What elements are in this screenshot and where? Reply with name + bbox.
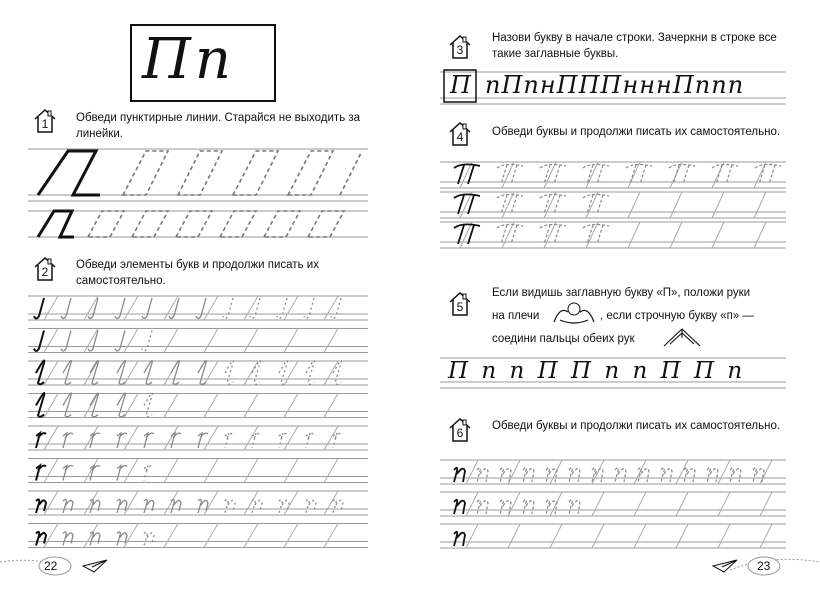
left-footer-curve: [0, 548, 130, 578]
task-5-instruction-line2a: на плечи: [492, 310, 540, 322]
title-box: [130, 24, 276, 102]
task-4-house-icon: [448, 121, 472, 147]
task-3-letter-sequence: пПпнПППнннПппп: [485, 71, 745, 99]
task-6-number: 6: [456, 426, 464, 440]
task-2-house-icon: [33, 256, 57, 282]
left-paper-plane-icon: [82, 558, 108, 574]
left-page-number: 22: [44, 559, 58, 573]
task-5-letter-sequence: П п п П П п п П П п: [448, 358, 743, 384]
task-4-writing-lines: [440, 158, 790, 258]
task-5-number: 5: [456, 300, 464, 314]
joined-fingers-icon: [660, 326, 704, 348]
task-3-first-letter: П: [450, 71, 471, 99]
task-1-number: 1: [41, 117, 49, 131]
right-page-number: 23: [757, 559, 771, 573]
task-5-instruction-line2b: , если строчную букву «п» —: [600, 310, 754, 322]
right-paper-plane-icon: [712, 558, 738, 574]
task-2-instruction: Обведи элементы букв и продолжи писать их самостоятельно.: [76, 259, 319, 287]
task-5-instruction-line1: Если видишь заглавную букву «П», положи руки: [492, 287, 751, 299]
task-6-house-icon: [448, 417, 472, 443]
task-4-instruction: Обведи буквы и продолжи писать их самостоятельно.: [492, 126, 781, 138]
task-3-number: 3: [456, 43, 464, 57]
hands-on-shoulders-icon: [550, 300, 598, 326]
task-1-instruction: Обведи пунктирные линии. Старайся не выходить за линейки.: [76, 112, 361, 140]
task-1-house-icon: [33, 108, 57, 134]
task-6-writing-lines: [440, 456, 790, 552]
task-5-instruction-line3: соедини пальцы обеих рук: [492, 333, 635, 345]
task-4-number: 4: [456, 130, 464, 144]
task-2-number: 2: [41, 265, 49, 279]
task-5-house-icon: [448, 291, 472, 317]
title-letters: Пп: [142, 27, 235, 92]
task-1-tracing-area: [28, 145, 373, 245]
task-2-writing-lines: [28, 290, 373, 552]
task-3-instruction: Назови букву в начале строки. Зачеркни в строке все такие заглавные буквы.: [492, 32, 777, 60]
task-3-house-icon: [448, 34, 472, 60]
task-6-instruction: Обведи буквы и продолжи писать их самостоятельно.: [492, 420, 781, 432]
